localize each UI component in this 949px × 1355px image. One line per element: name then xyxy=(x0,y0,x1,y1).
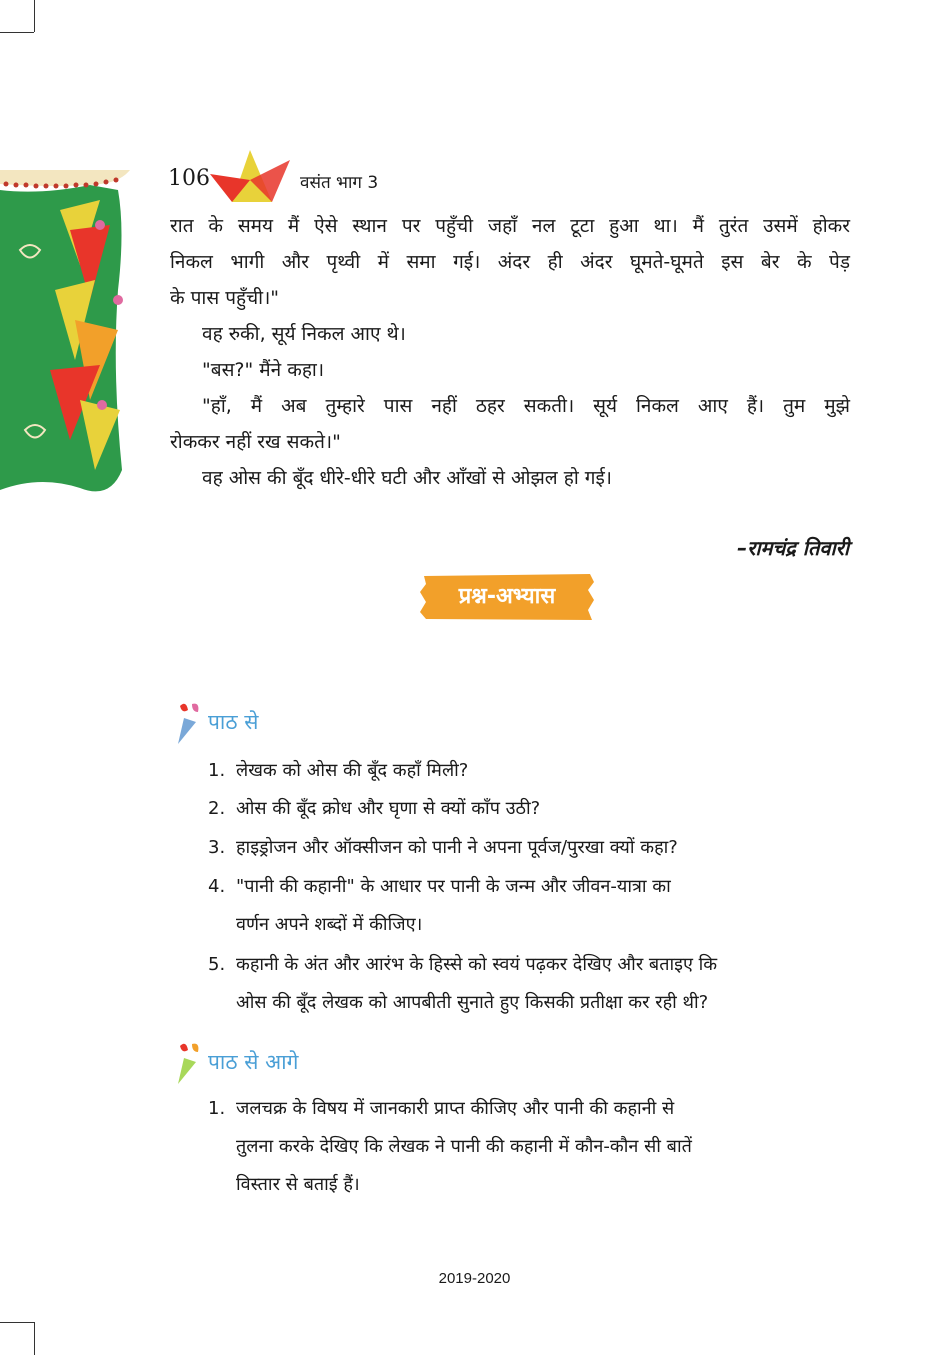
crop-mark-top-h xyxy=(0,32,34,33)
book-title: वसंत भाग 3 xyxy=(300,173,379,193)
decorative-curtain-illustration xyxy=(0,170,135,510)
question-text: जलचक्र के विषय में जानकारी प्राप्त कीजिए और पानी की कहानी से xyxy=(236,1098,675,1119)
question-text: लेखक को ओस की बूँद कहाँ मिली? xyxy=(236,760,469,781)
question-number: 2. xyxy=(208,798,226,819)
question-item xyxy=(208,790,850,828)
crop-mark-top-v xyxy=(34,0,35,32)
story-line: रात के समय मैं ऐसे स्थान पर पहुँची जहाँ नल टूटा हुआ था। मैं तुरंत उसमें होकर xyxy=(170,215,850,237)
question-text: "पानी की कहानी" के आधार पर पानी के जन्म और जीवन-यात्रा का xyxy=(236,876,671,897)
question-item xyxy=(208,1090,850,1204)
question-number: 5. xyxy=(208,954,226,975)
story-paragraphs xyxy=(170,208,850,496)
section-heading-path-se-aage: पाठ से आगे xyxy=(208,1050,299,1074)
question-number: 4. xyxy=(208,876,226,897)
question-number: 1. xyxy=(208,1098,226,1119)
question-text: ओस की बूँद लेखक को आपबीती सुनाते हुए किसकी प्रतीक्षा कर रही थी? xyxy=(236,992,709,1013)
exercise-banner-title: प्रश्न-अभ्यास xyxy=(458,584,556,609)
header-triangle-icon xyxy=(210,150,290,208)
question-text: विस्तार से बताई हैं। xyxy=(236,1174,360,1195)
running-header xyxy=(168,162,468,202)
section-leaf-icon xyxy=(170,700,204,746)
story-line: निकल भागी और पृथ्वी में समा गई। अंदर ही अंदर घूमते-घूमते इस बेर के पेड़ xyxy=(170,251,850,273)
story-line: वह रुकी, सूर्य निकल आए थे। xyxy=(202,323,406,345)
question-number: 3. xyxy=(208,837,226,858)
question-item xyxy=(208,752,850,790)
crop-mark-bottom-v xyxy=(34,1322,35,1355)
crop-mark-bottom-h xyxy=(0,1322,34,1323)
story-line: रोककर नहीं रख सकते।" xyxy=(170,431,341,453)
footer-year: 2019-2020 xyxy=(438,1270,511,1287)
question-text: हाइड्रोजन और ऑक्सीजन को पानी ने अपना पूर्वज/पुरखा क्यों कहा? xyxy=(236,837,678,858)
exercise-banner xyxy=(418,572,596,622)
page-number: 106 xyxy=(168,166,210,191)
story-line: "बस?" मैंने कहा। xyxy=(202,359,325,381)
section-heading-path-se: पाठ से xyxy=(208,710,259,734)
question-text: ओस की बूँद क्रोध और घृणा से क्यों काँप उठी? xyxy=(236,798,541,819)
question-text: तुलना करके देखिए कि लेखक ने पानी की कहानी में कौन-कौन सी बातें xyxy=(236,1136,692,1157)
question-item xyxy=(208,829,850,867)
story-line: "हाँ, मैं अब तुम्हारे पास नहीं ठहर सकती। सूर्य निकल आए हैं। तुम मुझे xyxy=(202,395,850,417)
story-line: वह ओस की बूँद धीरे-धीरे घटी और आँखों से ओझल हो गई। xyxy=(202,467,613,489)
question-number: 1. xyxy=(208,760,226,781)
story-line: के पास पहुँची।" xyxy=(170,287,280,309)
question-item xyxy=(208,868,850,944)
question-text: वर्णन अपने शब्दों में कीजिए। xyxy=(236,914,423,935)
section-leaf-icon xyxy=(170,1040,204,1086)
question-item xyxy=(208,946,850,1022)
question-text: कहानी के अंत और आरंभ के हिस्से को स्वयं पढ़कर देखिए और बताइए कि xyxy=(236,954,718,975)
author-credit: –रामचंद्र तिवारी xyxy=(737,536,849,560)
